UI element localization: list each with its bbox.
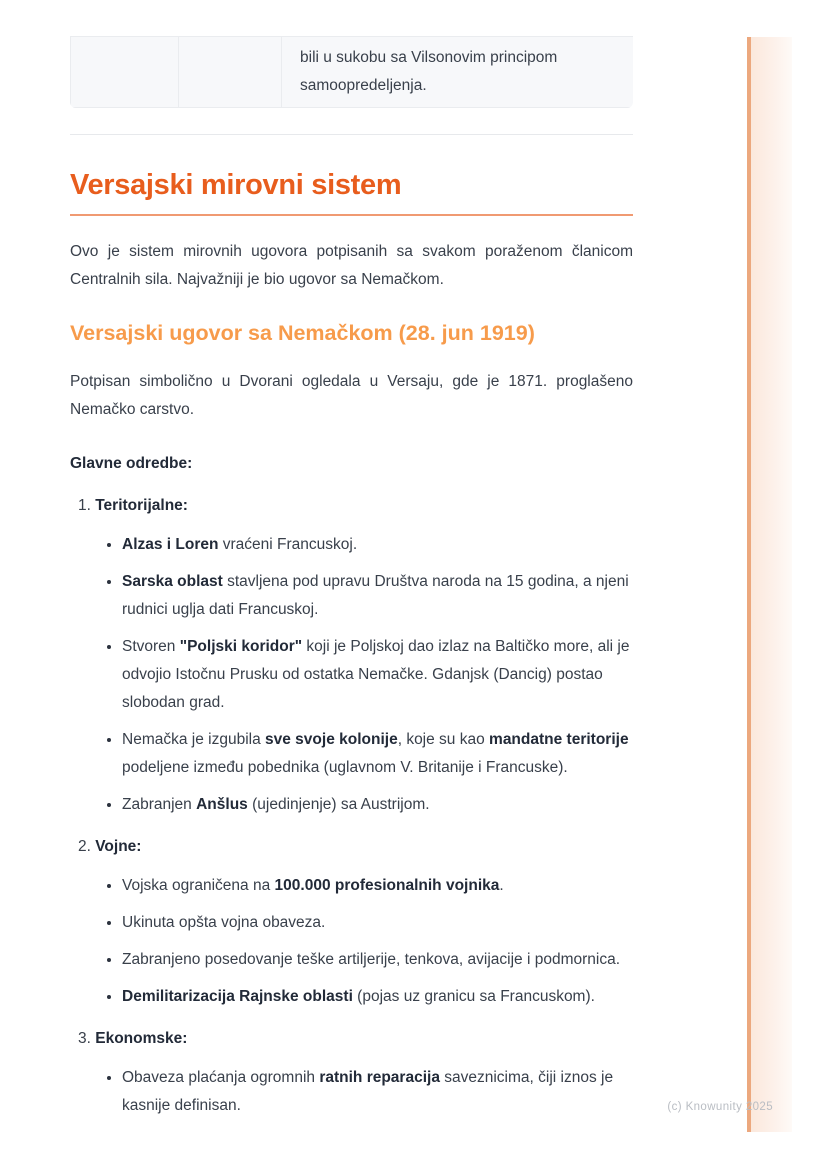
watermark: (c) Knowunity 2025 [667,1101,773,1113]
content-column [70,0,633,1128]
subsection-title: Versajski ugovor sa Nemačkom (28. jun 1919) [70,321,535,345]
numbered-item-number: 1. [78,497,96,514]
list-item: • Sarska oblast stavljena pod upravu Društva naroda na 15 godina, a njeni rudnici uglja dati Francuskoj. [122,567,633,624]
bullet-list [70,1063,633,1120]
numbered-item-head [70,492,633,520]
list-item: • Ukinuta opšta vojna obaveza. [122,908,633,937]
intro-paragraph: Ovo je sistem mirovnih ugovora potpisanih sa svakom poraženom članicom Centralnih sila. Najvažniji je bio ugovor sa Nemačkom. [70,243,633,288]
section-divider [70,134,633,135]
list-item: • Demilitarizacija Rajnske oblasti (pojas uz granicu sa Francuskom). [122,982,633,1011]
numbered-item-number: 2. [78,838,96,855]
list-item: • Stvoren "Poljski koridor" koji je Poljskoj dao izlaz na Baltičko more, ali je odvojio Istočnu Prusku od ostatka Nemačke. Gdanjsk (Dancig) postao slobodan grad. [122,632,633,717]
table-row [71,37,634,108]
numbered-item-title: Vojne: [95,838,142,855]
numbered-item-head [70,1025,633,1053]
numbered-item [70,492,633,819]
table-cell [179,37,282,108]
table-cell: bili u sukobu sa Vilsonovim principom samoopredeljenja. [282,37,634,108]
list-item: • Zabranjeno posedovanje teške artiljerije, tenkova, avijacije i podmornica. [122,945,633,974]
list-item: • Zabranjen Anšlus (ujedinjenje) sa Austrijom. [122,790,633,819]
provisions-list [70,492,633,1120]
numbered-item [70,833,633,1011]
list-intro: Glavne odredbe: [70,455,193,472]
list-item: • Alzas i Loren vraćeni Francuskoj. [122,530,633,559]
list-item: • Vojska ograničena na 100.000 profesionalnih vojnika. [122,871,633,900]
numbered-item-number: 3. [78,1030,96,1047]
numbered-item-head [70,833,633,861]
bullet-list [70,871,633,1011]
table-fragment [70,36,633,108]
numbered-item-title: Ekonomske: [95,1030,188,1047]
page-title: Versajski mirovni sistem [70,168,633,216]
subsection-paragraph: Potpisan simbolično u Dvorani ogledala u Versaju, gde je 1871. proglašeno Nemačko carstvo. [70,373,633,418]
numbered-item [70,1025,633,1120]
list-item: • Obaveza plaćanja ogromnih ratnih reparacija saveznicima, čiji iznos je kasnije definisan. [122,1063,633,1120]
list-item: • Nemačka je izgubila sve svoje kolonije, koje su kao mandatne teritorije podeljene između pobednika (uglavnom V. Britanije i Francuske). [122,725,633,782]
bullet-list [70,530,633,819]
numbered-item-title: Teritorijalne: [95,497,188,514]
table-cell [71,37,179,108]
side-accent-bar [747,37,792,1132]
